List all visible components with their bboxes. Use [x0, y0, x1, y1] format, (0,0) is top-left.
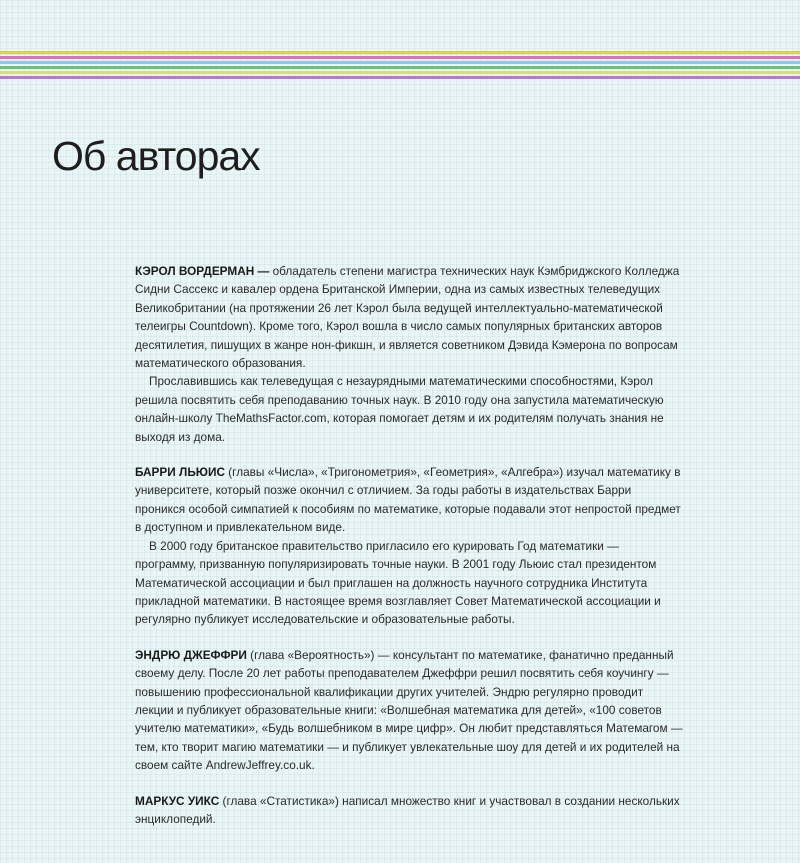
author-name: ЭНДРЮ ДЖЕФФРИ — [135, 647, 247, 662]
authors-text — [135, 262, 683, 845]
author-section-weeks — [135, 792, 683, 829]
author-paragraph — [135, 262, 683, 372]
author-name: БАРРИ ЛЬЮИС — [135, 465, 225, 480]
stripe-4 — [0, 66, 800, 69]
author-name: МАРКУС УИКС — [135, 793, 220, 808]
stripe-2 — [0, 56, 800, 59]
author-name: КЭРОЛ ВОРДЕРМАН — — [135, 264, 270, 278]
stripe-3 — [0, 61, 800, 64]
author-paragraph — [135, 463, 683, 537]
author-paragraph: Прославившись как телеведущая с незаурядными математическими способностями, Кэрол решила посвятить себя преподаванию точных наук. В 2010 году она запустила математическую онлайн-школу TheMathsFactor.com, которая помогает детям и их родителям получать знания не выходя из дома. — [135, 374, 664, 444]
author-bio: (глава «Статистика») написал множество книг и участвовал в создании нескольких энциклопедий. — [135, 793, 680, 826]
author-bio: (глава «Вероятность») — консультант по математике, фанатично преданный своему делу. После 20 лет работы преподавателем Джеффри решил посвятить себя коучингу — повышению профессиональной квалификации других учителей. Эндрю регулярно проводит лекции и публикует образовательные книги: «Волшебная математика для детей», «100 советов учителю математики», «Будь волшебником в мире цифр». Он любит представляться Матемагом — тем, кто творит магию математики — и публикует увлекательные шоу для детей и их родителей на своем сайте AndrewJeffrey.co.uk. — [135, 647, 683, 773]
author-bio: (главы «Числа», «Тригонометрия», «Геометрия», «Алгебра») изучал математику в университете, который позже окончил с отличием. За годы работы в издательствах Барри проникся особой симпатией к пособиям по математике, которые подавали этот непростой предмет в доступном и привлекательном виде. — [135, 465, 681, 535]
author-paragraph: В 2000 году британское правительство пригласило его курировать Год математики — программу, призванную популяризировать точные науки. В 2001 году Льюис стал президентом Математической ассоциации и был приглашен на должность научного сотрудника Института прикладной математики. В настоящее время возглавляет Совет Математической ассоциации и регулярно публикует исследовательские и образовательные работы. — [135, 538, 661, 627]
decorative-stripes — [0, 51, 800, 81]
author-section-vorderman — [135, 262, 683, 446]
author-section-jeffrey — [135, 646, 683, 775]
author-bio: обладатель степени магистра технических наук Кэмбриджского Колледжа Сидни Сассекс и кавалер ордена Британской Империи, одна из самых известных телеведущих Великобритании (на протяжении 26 лет Кэрол была ведущей интеллектуально-математической телеигры Countdown). Кроме того, Кэрол вошла в число самых популярных британских авторов десятилетия, пишущих в жанре нон-фикшн, и является советником Дэвида Кэмерона по вопросам математического образования. — [135, 264, 680, 371]
author-section-lewis — [135, 463, 683, 629]
author-paragraph — [135, 792, 683, 829]
stripe-1 — [0, 51, 800, 54]
stripe-6 — [0, 76, 800, 79]
page-title: Об авторах — [52, 133, 260, 179]
stripe-5 — [0, 71, 800, 74]
author-paragraph — [135, 646, 683, 775]
